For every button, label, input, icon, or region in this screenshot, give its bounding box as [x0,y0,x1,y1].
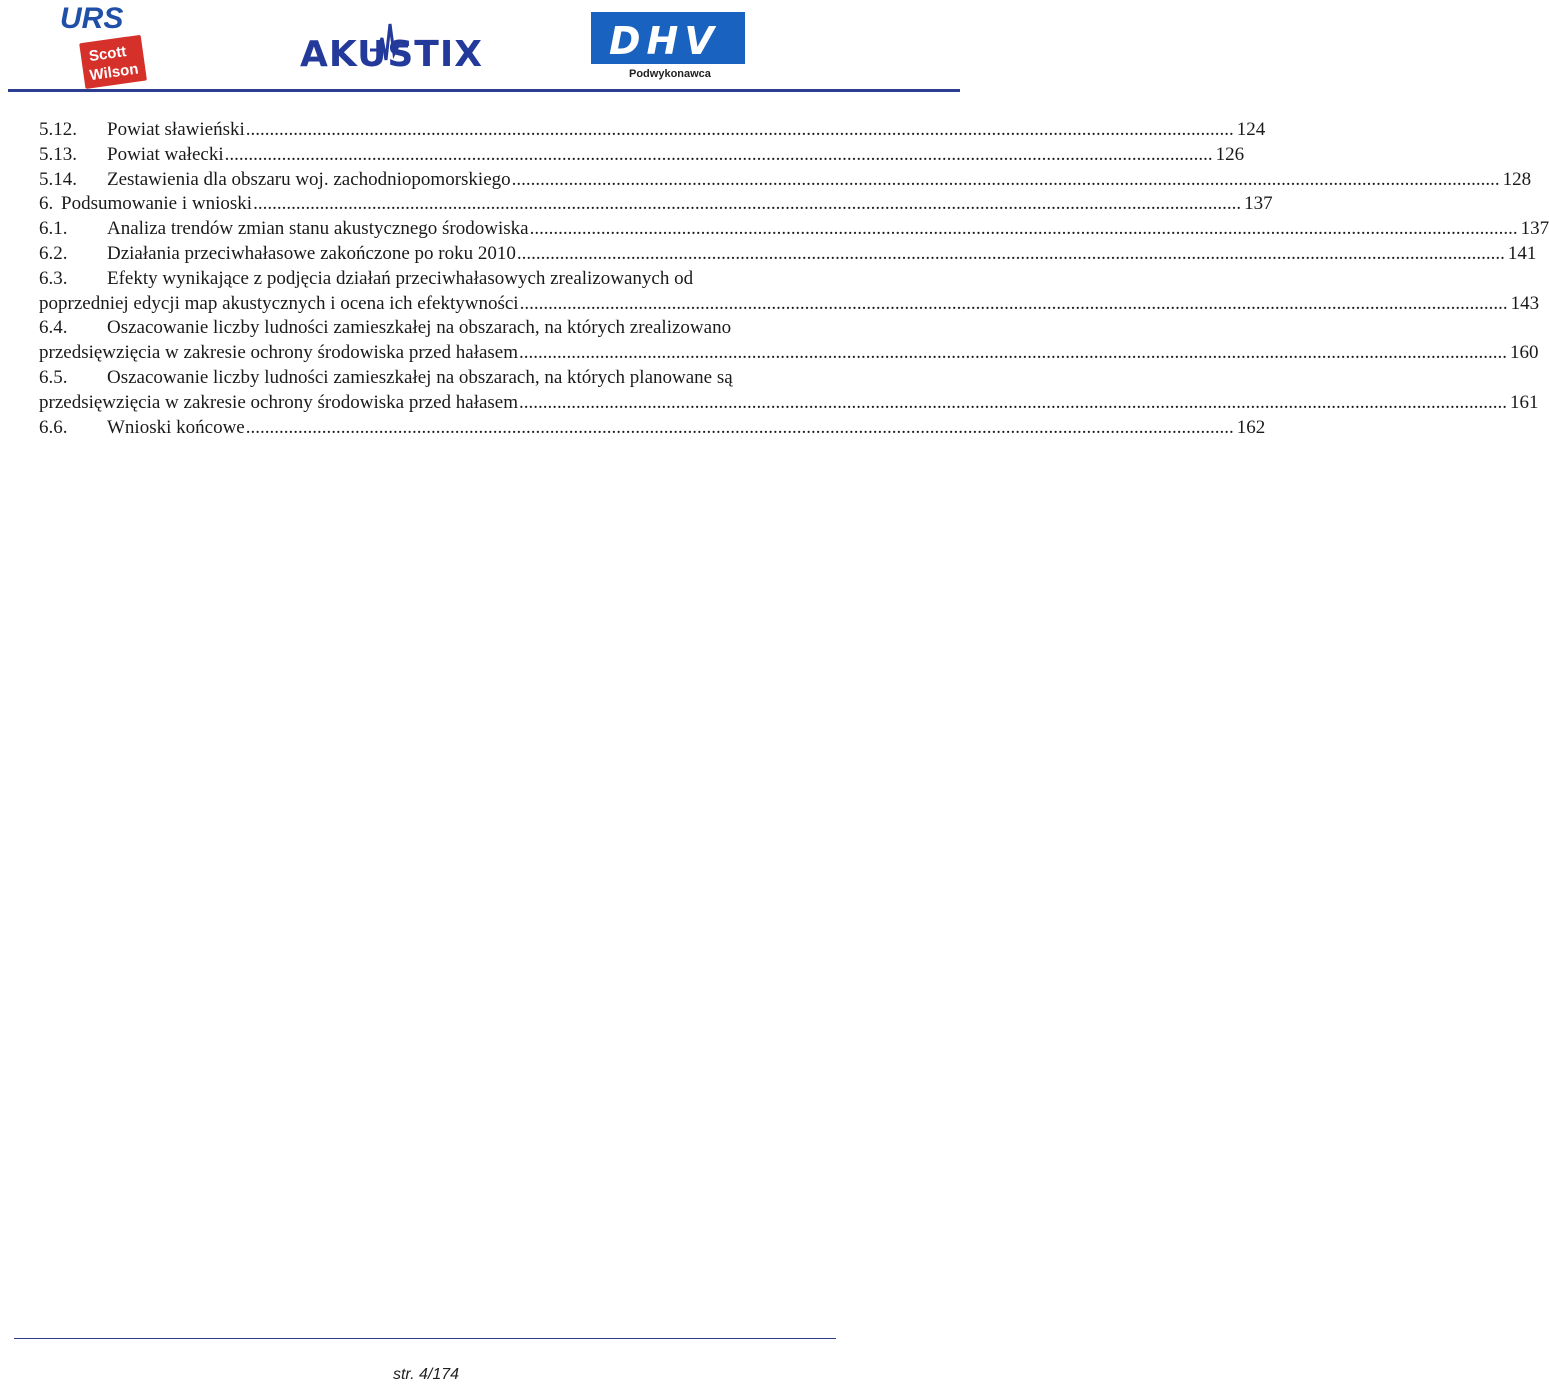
footer-divider [14,1338,836,1339]
toc-entry-page: 141 [1507,242,1537,264]
toc-entry-page: 137 [1244,193,1273,215]
toc-entry-number: 6.4. [39,317,68,339]
table-of-contents [39,118,1549,440]
page-header [0,0,960,95]
toc-entry[interactable] [39,217,1549,242]
toc-entry[interactable] [39,118,1266,143]
toc-entry-title: Powiat wałecki [107,143,224,165]
toc-entry-number: 6.2. [39,242,68,264]
toc-entry-title: Zestawienia dla obszaru woj. zachodniopomorskiego [107,168,511,190]
toc-entry-page: 161 [1510,391,1539,413]
toc-dot-leader [253,192,1241,217]
toc-dot-leader [225,143,1213,168]
toc-entry[interactable] [39,267,1540,317]
toc-dot-leader [530,217,1518,242]
toc-entry-title-continued: przedsięwzięcia w zakresie ochrony środowiska przed hałasem [39,342,519,364]
toc-entry-number: 5.14. [39,168,77,190]
page-number: str. 4/174 [392,1366,460,1383]
toc-entry-page: 160 [1510,342,1539,364]
toc-entry-title: Działania przeciwhałasowe zakończone po roku 2010 [107,242,516,264]
toc-entry[interactable] [39,366,1539,416]
toc-entry-page: 124 [1236,119,1266,140]
toc-entry-number: 5.13. [39,143,77,165]
toc-entry[interactable] [39,168,1532,193]
toc-entry-title: Analiza trendów zmian stanu akustycznego środowiska [107,218,529,240]
urs-scott-wilson-logo [60,2,150,90]
toc-entry-title: Wnioski końcowe [107,416,245,438]
toc-dot-leader [246,118,1234,143]
toc-entry-page: 126 [1215,143,1245,165]
toc-entry-number: 6.6. [39,416,68,438]
svg-text:Scott: Scott [87,43,128,66]
toc-entry-title: Oszacowanie liczby ludności zamieszkałej na obszarach, na których zrealizowano [107,317,732,339]
toc-dot-leader [517,242,1505,267]
toc-dot-leader [519,391,1507,416]
toc-entry-title: Podsumowanie i wnioski [61,193,253,215]
toc-dot-leader [520,292,1508,317]
toc-entry[interactable] [39,242,1537,267]
svg-text:DHV: DHV [609,19,720,63]
toc-entry-number: 6.1. [39,218,68,240]
toc-entry-page: 128 [1502,168,1532,190]
toc-entry[interactable] [39,316,1539,366]
toc-entry-title-continued: poprzedniej edycji map akustycznych i ocena ich efektywności [39,292,519,314]
toc-entry[interactable] [39,416,1266,441]
toc-entry-title-continued: przedsięwzięcia w zakresie ochrony środowiska przed hałasem [39,391,519,413]
toc-entry-page: 137 [1520,218,1549,240]
toc-dot-leader [512,168,1500,193]
toc-entry-number: 6.3. [39,267,68,289]
toc-entry[interactable] [39,192,1273,217]
toc-entry-number: 5.12. [39,119,77,140]
toc-entry-title: Efekty wynikające z podjęcia działań przeciwhałasowych zrealizowanych od [107,267,694,289]
svg-text:Wilson: Wilson [88,60,140,85]
akustix-logo [300,20,483,75]
svg-text:URS: URS [60,2,124,35]
toc-entry-title: Powiat sławieński [107,119,245,140]
toc-entry-page: 162 [1236,416,1266,438]
svg-text:Podwykonawca: Podwykonawca [629,68,711,80]
toc-entry-page: 143 [1510,292,1540,314]
svg-text:AKUSTIX: AKUSTIX [300,34,483,75]
toc-entry-number: 6. [39,193,54,215]
toc-entry-number: 6.5. [39,366,68,388]
toc-entry-title: Oszacowanie liczby ludności zamieszkałej na obszarach, na których planowane są [107,366,733,388]
dhv-logo [591,12,745,82]
toc-dot-leader [519,341,1507,366]
header-divider [8,89,960,92]
toc-dot-leader [246,416,1234,441]
toc-entry[interactable] [39,143,1245,168]
